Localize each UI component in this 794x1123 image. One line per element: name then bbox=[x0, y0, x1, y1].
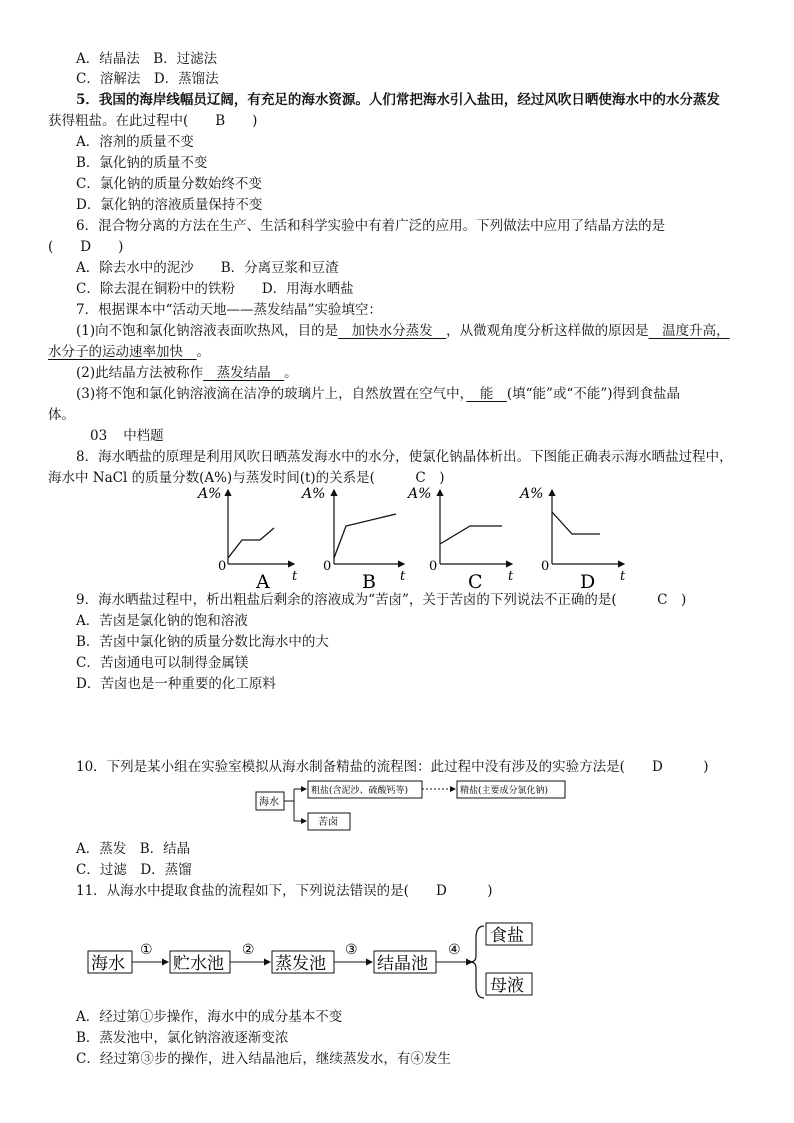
graph-c-xlabel: t bbox=[508, 569, 514, 584]
q10-source-label: 海水 bbox=[259, 797, 279, 808]
q5-option-b: B．氯化钠的质量不变 bbox=[76, 155, 208, 171]
q6-stem-line2: ( D ) bbox=[48, 239, 124, 255]
graph-b-origin: 0 bbox=[323, 559, 332, 574]
graph-a-curve bbox=[228, 528, 274, 558]
q11-flowchart bbox=[84, 918, 544, 1000]
q4-options-line1: A．结晶法 B．过滤法 bbox=[76, 51, 218, 67]
q11-step2: ② bbox=[242, 942, 255, 958]
section-title: 中档题 bbox=[123, 428, 164, 444]
graph-c bbox=[406, 486, 514, 593]
graph-d-origin: 0 bbox=[541, 559, 550, 574]
q9-option-a: A．苦卤是氯化钠的饱和溶液 bbox=[76, 613, 248, 629]
graph-d bbox=[518, 486, 626, 593]
graph-b bbox=[300, 486, 406, 593]
graph-c-curve bbox=[440, 526, 502, 544]
q6-stem-line1: 6．混合物分离的方法在生产、生活和科学实验中有着广泛的应用。下列做法中应用了结晶方法的是 bbox=[76, 218, 666, 234]
q11-box-seawater-label: 海水 bbox=[91, 954, 125, 974]
graph-d-xlabel: t bbox=[620, 569, 626, 584]
q7-part2-end: 。 bbox=[284, 365, 298, 381]
q7-part1-middle: ，从微观角度分析这样做的原因是 bbox=[446, 323, 649, 339]
q7-part2-answer: 蒸发结晶 bbox=[203, 365, 285, 381]
q11-box-evaporation-label: 蒸发池 bbox=[275, 954, 326, 974]
q8-stem-line2: 海水中 NaCl 的质量分数(A%)与蒸发时间(t)的关系是( C ) bbox=[48, 470, 445, 486]
graph-d-label: D bbox=[580, 571, 596, 593]
q7-stem: 7．根据课本中“活动天地——蒸发结晶”实验填空： bbox=[76, 302, 382, 318]
q7-part1-answer2a: 温度升高， bbox=[648, 323, 730, 339]
graph-b-curve bbox=[334, 514, 396, 558]
graph-d-curve bbox=[552, 512, 600, 534]
q11-box-reservoir-label: 贮水池 bbox=[173, 954, 224, 974]
q11-brace bbox=[470, 926, 484, 998]
q7-part1-prefix: (1)向不饱和氯化钠溶液表面吹热风，目的是 bbox=[76, 323, 339, 339]
graph-a-ylabel: A% bbox=[198, 486, 222, 502]
q9-option-d: D．苦卤也是一种重要的化工原料 bbox=[76, 676, 276, 692]
graph-b-xlabel: t bbox=[400, 569, 406, 584]
q6-options-line1: A．除去水中的泥沙 B．分离豆浆和豆渣 bbox=[76, 260, 339, 276]
q7-part3-line1 bbox=[76, 384, 680, 404]
graph-c-label: C bbox=[468, 571, 483, 593]
graph-c-origin: 0 bbox=[429, 559, 438, 574]
q8-stem-line1: 8．海水晒盐的原理是利用风吹日晒蒸发海水中的水分，使氯化钠晶体析出。下图能正确表示海水晒盐过程中， bbox=[76, 449, 733, 465]
q10-brine-label: 苦卤 bbox=[318, 817, 338, 828]
q7-part1-end: 。 bbox=[196, 344, 210, 360]
q10-flowchart bbox=[250, 780, 580, 836]
q4-options-line2: C．溶解法 D．蒸馏法 bbox=[76, 71, 219, 87]
q7-part2-prefix: (2)此结晶方法被称作 bbox=[76, 365, 204, 381]
q6-options-line2: C．除去混在铜粉中的铁粉 D．用海水晒盐 bbox=[76, 281, 354, 297]
q11-step1: ① bbox=[140, 942, 153, 958]
q11-stem: 11．从海水中提取食盐的流程如下，下列说法错误的是( D ) bbox=[76, 883, 493, 899]
q7-part2 bbox=[76, 363, 298, 383]
q10-crude-label: 粗盐(含泥沙、硫酸钙等) bbox=[311, 786, 409, 796]
q7-part1-answer2b: 水分子的运动速率加快 bbox=[48, 344, 197, 360]
graph-a-xlabel: t bbox=[292, 569, 298, 584]
q11-step3: ③ bbox=[345, 942, 358, 958]
q11-box-salt-label: 食盐 bbox=[490, 926, 524, 946]
q11-box-mother-liquor-label: 母液 bbox=[490, 976, 524, 996]
graph-d-ylabel: A% bbox=[520, 486, 544, 502]
q10-options-line1: A．蒸发 B．结晶 bbox=[76, 841, 191, 857]
graph-c-ylabel: A% bbox=[408, 486, 432, 502]
q5-stem-text: 5．我国的海岸线幅员辽阔，有充足的海水资源。人们常把海水引入盐田，经过风吹日晒使海水中的水分蒸发 bbox=[76, 92, 720, 108]
section-header bbox=[90, 426, 164, 446]
q10-fine-label: 精盐(主要成分氯化钠) bbox=[460, 786, 549, 796]
q7-part1-line2 bbox=[48, 342, 210, 362]
graph-b-ylabel: A% bbox=[302, 486, 326, 502]
q5-stem-line1 bbox=[76, 90, 720, 110]
q7-part3-answer: 能 bbox=[466, 386, 507, 402]
graph-a-origin: 0 bbox=[218, 559, 227, 574]
graph-b-label: B bbox=[362, 571, 376, 593]
section-number: 03 bbox=[90, 428, 108, 444]
q11-box-crystallization-label: 结晶池 bbox=[377, 954, 428, 974]
q10-options-line2: C．过滤 D．蒸馏 bbox=[76, 862, 192, 878]
graph-a bbox=[196, 486, 298, 593]
q11-option-a: A．经过第①步操作，海水中的成分基本不变 bbox=[76, 1009, 343, 1025]
q7-part3-post: (填“能”或“不能”)得到食盐晶 bbox=[506, 386, 681, 402]
q5-option-c: C．氯化钠的质量分数始终不变 bbox=[76, 176, 262, 192]
q5-stem-line2: 获得粗盐。在此过程中( B ) bbox=[48, 113, 258, 129]
q9-option-c: C．苦卤通电可以制得金属镁 bbox=[76, 655, 249, 671]
q10-stem: 10．下列是某小组在实验室模拟从海水制备精盐的流程图：此过程中没有涉及的实验方法是( D ) bbox=[76, 759, 709, 775]
graph-a-label: A bbox=[256, 571, 270, 593]
q9-stem: 9．海水晒盐过程中，析出粗盐后剩余的溶液成为“苦卤”，关于苦卤的下列说法不正确的是( C ) bbox=[76, 592, 687, 608]
q11-option-c: C．经过第③步的操作，进入结晶池后，继续蒸发水，有④发生 bbox=[76, 1051, 451, 1067]
q5-option-a: A．溶剂的质量不变 bbox=[76, 134, 194, 150]
q7-part3-line2: 体。 bbox=[48, 407, 75, 423]
q7-part1-answer1: 加快水分蒸发 bbox=[338, 323, 447, 339]
q7-part3-prefix: (3)将不饱和氯化钠溶液滴在洁净的玻璃片上，自然放置在空气中， bbox=[76, 386, 467, 402]
q11-step4: ④ bbox=[448, 942, 461, 958]
q5-option-d: D．氯化钠的溶液质量保持不变 bbox=[76, 197, 263, 213]
q7-part1-line1 bbox=[76, 321, 730, 341]
q8-graphs bbox=[190, 484, 640, 594]
q11-option-b: B．蒸发池中，氯化钠溶液逐渐变浓 bbox=[76, 1030, 289, 1046]
q9-option-b: B．苦卤中氯化钠的质量分数比海水中的大 bbox=[76, 634, 329, 650]
